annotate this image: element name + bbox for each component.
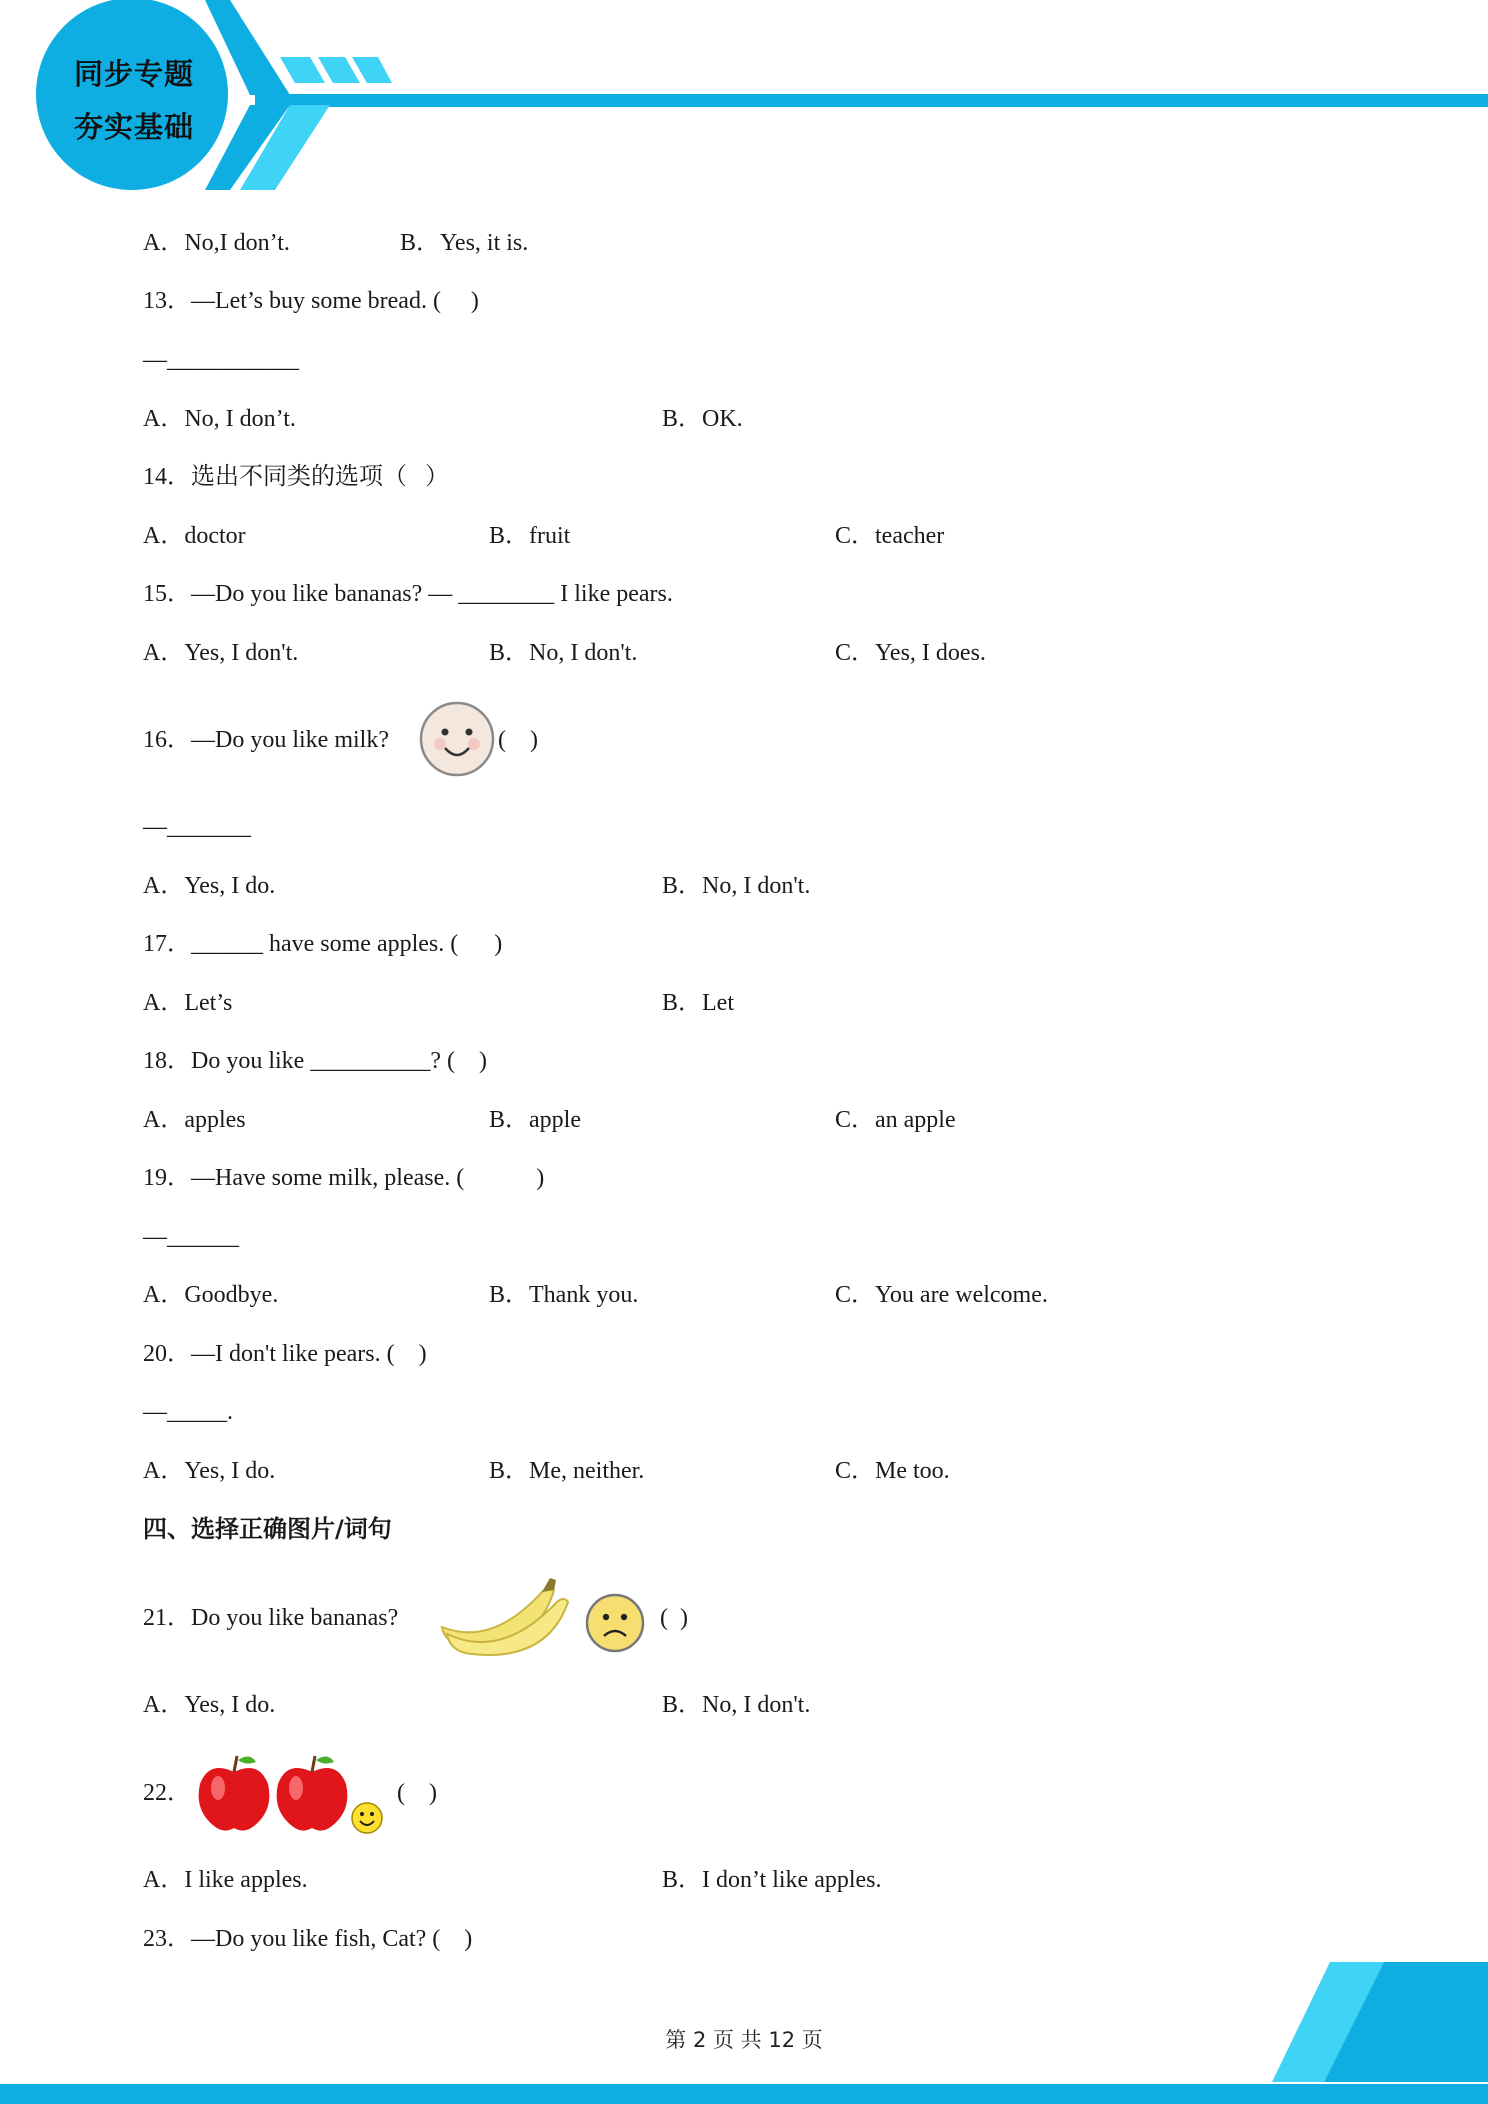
q20-option-c: C．Me too. bbox=[835, 1458, 950, 1484]
badge-line-2: 夯实基础 bbox=[73, 110, 194, 144]
q14-option-b: B．fruit bbox=[489, 523, 571, 549]
section-heading: 四、选择正确图片/词句 bbox=[143, 1515, 392, 1543]
apple-icon bbox=[194, 1752, 274, 1834]
q18-option-a: A．apples bbox=[143, 1107, 246, 1133]
q18-stem: 18．Do you like __________? ( ) bbox=[143, 1048, 487, 1074]
q16-stem: 16．—Do you like milk? bbox=[143, 727, 389, 753]
q20-stem: 20．—I don't like pears. ( ) bbox=[143, 1341, 427, 1367]
badge-line-1: 同步专题 bbox=[73, 57, 194, 91]
q15-option-c: C．Yes, I does. bbox=[835, 640, 986, 666]
q21-option-b: B．No, I don't. bbox=[662, 1692, 811, 1718]
q22-option-a: A．I like apples. bbox=[143, 1867, 308, 1893]
q16-option-b: B．No, I don't. bbox=[662, 873, 811, 899]
page-number: 第 2 页 共 12 页 bbox=[665, 2028, 823, 2052]
q15-option-a: A．Yes, I don't. bbox=[143, 640, 299, 666]
q17-option-a: A．Let’s bbox=[143, 990, 233, 1016]
q12-option-b: B．Yes, it is. bbox=[400, 230, 529, 256]
bananas-icon bbox=[432, 1572, 572, 1662]
smiley-face-icon bbox=[418, 700, 496, 778]
q12-option-a: A．No,I don’t. bbox=[143, 230, 290, 256]
q21-paren: ( ) bbox=[660, 1605, 688, 1631]
q15-stem: 15．—Do you like bananas? — ________ I like pears. bbox=[143, 581, 673, 607]
q17-option-b: B．Let bbox=[662, 990, 734, 1016]
q19-option-c: C．You are welcome. bbox=[835, 1282, 1048, 1308]
apple-icon bbox=[272, 1752, 352, 1834]
q22-stem: 22． bbox=[143, 1780, 191, 1806]
q16-answer-blank: —_______ bbox=[143, 814, 251, 840]
q16-option-a: A．Yes, I do. bbox=[143, 873, 276, 899]
q14-option-c: C．teacher bbox=[835, 523, 945, 549]
q16-paren: ( ) bbox=[498, 727, 538, 753]
q19-answer-blank: —______ bbox=[143, 1224, 239, 1250]
q14-stem: 14．选出不同类的选项（ ） bbox=[143, 464, 449, 490]
q17-stem: 17．______ have some apples. ( ) bbox=[143, 931, 503, 957]
q19-option-a: A．Goodbye. bbox=[143, 1282, 279, 1308]
q21-stem: 21．Do you like bananas? bbox=[143, 1605, 399, 1631]
q20-option-a: A．Yes, I do. bbox=[143, 1458, 276, 1484]
q21-option-a: A．Yes, I do. bbox=[143, 1692, 276, 1718]
q20-option-b: B．Me, neither. bbox=[489, 1458, 645, 1484]
q19-stem: 19．—Have some milk, please. ( ) bbox=[143, 1165, 545, 1191]
q22-option-b: B．I don’t like apples. bbox=[662, 1867, 882, 1893]
q14-option-a: A．doctor bbox=[143, 523, 246, 549]
smiley-face-icon bbox=[350, 1801, 384, 1835]
q23-stem: 23．—Do you like fish, Cat? ( ) bbox=[143, 1926, 473, 1952]
q13-stem: 13．—Let’s buy some bread. ( ) bbox=[143, 288, 479, 314]
q15-option-b: B．No, I don't. bbox=[489, 640, 638, 666]
q18-option-b: B．apple bbox=[489, 1107, 581, 1133]
q19-option-b: B．Thank you. bbox=[489, 1282, 639, 1308]
q13-option-b: B．OK. bbox=[662, 406, 743, 432]
q18-option-c: C．an apple bbox=[835, 1107, 956, 1133]
sad-face-icon bbox=[584, 1592, 646, 1654]
q22-paren: ( ) bbox=[397, 1780, 437, 1806]
header-banner bbox=[0, 0, 1488, 200]
q13-answer-blank: —___________ bbox=[143, 347, 299, 373]
q20-answer-blank: —_____. bbox=[143, 1399, 233, 1425]
q13-option-a: A．No, I don’t. bbox=[143, 406, 296, 432]
